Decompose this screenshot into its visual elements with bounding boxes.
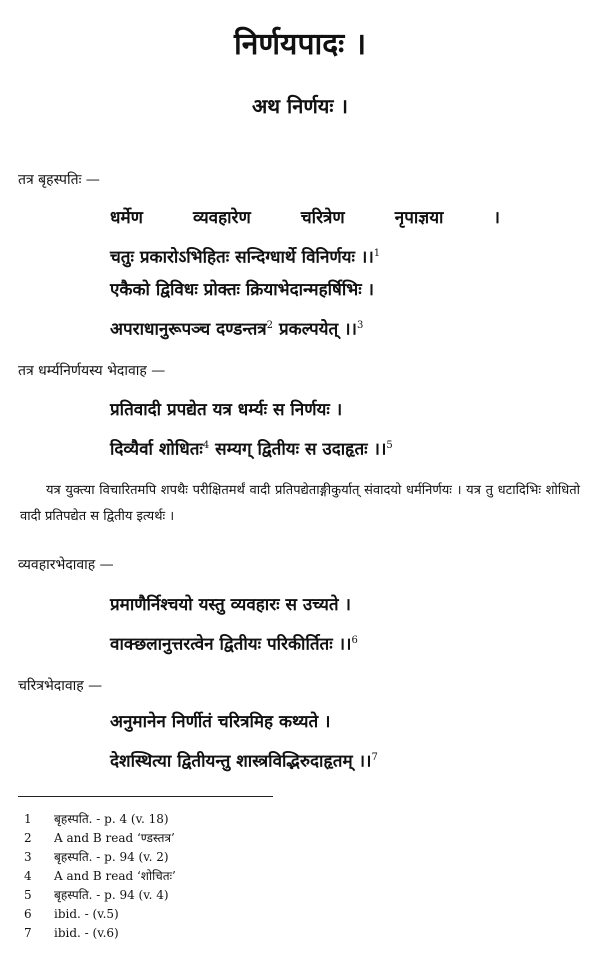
footnote-item: 7 ibid. - (v.6) — [24, 926, 119, 940]
footnote-ref[interactable]: 6 — [351, 635, 358, 646]
footnote-item: 2 A and B read ‘ण्डस्तत्र’ — [24, 831, 175, 845]
verse-line: एकैको द्विविधः प्रोक्तः क्रियाभेदान्महर्षिभिः । — [110, 280, 374, 300]
page-title: निर्णयपादः । — [233, 27, 367, 62]
page-subtitle: अथ निर्णयः । — [252, 94, 348, 118]
verse-line: धर्मेण व्यवहारेण चरित्रेण नृपाज्ञया । — [110, 208, 500, 228]
footnotes-list — [24, 810, 176, 943]
verse-line: दिव्यैर्वा शोधितः$^4$ सम्यग् द्वितीयः स उदाहृतः ।।$^5$ — [110, 439, 393, 460]
commentary-paragraph: यत्र युक्त्या विचारितमपि शपथैः परीक्षितमर्थं वादी प्रतिपद्येताङ्गीकुर्यात् संवादयो धर्मनिर्णयः । यत्र तु धटादिभिः शोधितो वादी प्रतिपद्येत स द्वितीय इत्यर्थः । — [20, 483, 580, 524]
section-heading-charitra: चरित्रभेदावाह — — [18, 678, 103, 694]
verse-line: अपराधानुरूपञ्च दण्डन्तत्र$^2$ प्रकल्पयेत् ।।$^3$ — [110, 319, 364, 340]
footnote-item: 4 A and B read ‘शोचितः’ — [24, 869, 176, 883]
footnote-ref[interactable]: 5 — [386, 440, 393, 451]
verse-line: देशस्थित्या द्वितीयन्तु शास्त्रविद्भिरुदाहृतम् ।।$^7$ — [110, 751, 378, 772]
verse-line: अनुमानेन निर्णीतं चरित्रमिह कथ्यते । — [110, 712, 331, 732]
footnote-ref[interactable]: 4 — [202, 440, 210, 451]
footnote-ref[interactable]: 2 — [266, 320, 274, 331]
verse-block-3 — [110, 590, 500, 662]
footnote-item: 1 बृहस्पति. - p. 4 (v. 18) — [24, 812, 169, 826]
verse-block-4 — [110, 707, 500, 779]
section-heading-vyavahara: व्यवहारभेदावाह — — [18, 557, 114, 573]
footnote-ref[interactable]: 1 — [373, 248, 381, 259]
verse-line: वाक्छलानुत्तरत्वेन द्वितीयः परिकीर्तितः ।।$^6$ — [110, 634, 358, 655]
footnote-ref[interactable]: 3 — [357, 320, 364, 331]
verse-block-2 — [110, 395, 500, 467]
section-heading-brihaspati: तत्र बृहस्पतिः — — [18, 172, 100, 188]
footnote-ref[interactable]: 7 — [371, 752, 378, 763]
verse-line: प्रतिवादी प्रपद्येत यत्र धर्म्यः स निर्णयः । — [110, 400, 343, 420]
footnote-item: 6 ibid. - (v.5) — [24, 907, 119, 921]
verse-line: प्रमाणैर्निश्चयो यस्तु व्यवहारः स उच्यते । — [110, 595, 351, 615]
footnote-divider — [18, 796, 273, 797]
verse-block-1 — [110, 203, 500, 347]
verse-line: चतुः प्रकारोऽभिहितः सन्दिग्धार्थे विनिर्णयः ।।$^1$ — [110, 247, 381, 268]
section-heading-dharmya: तत्र धर्म्यनिर्णयस्य भेदावाह — — [18, 363, 166, 379]
footnote-item: 3 बृहस्पति. - p. 94 (v. 2) — [24, 850, 169, 864]
footnote-item: 5 बृहस्पति. - p. 94 (v. 4) — [24, 888, 169, 902]
